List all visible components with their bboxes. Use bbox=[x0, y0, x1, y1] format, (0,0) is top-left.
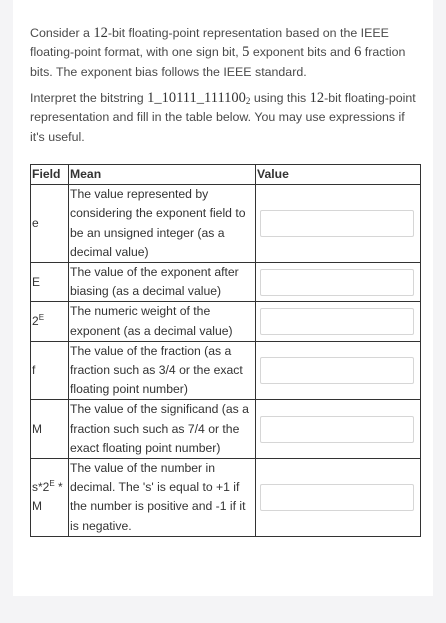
field-prefix: s*2 bbox=[32, 480, 50, 495]
mean-cell: The value of the exponent after biasing (as a decimal value) bbox=[69, 263, 256, 302]
field-cell: f bbox=[31, 341, 69, 400]
header-field: Field bbox=[31, 165, 69, 185]
table-row-E bbox=[31, 263, 421, 302]
field-cell: e bbox=[31, 185, 69, 263]
answer-table bbox=[30, 164, 421, 537]
value-cell bbox=[256, 302, 421, 341]
field-superscript: E bbox=[38, 313, 45, 323]
table-row-M bbox=[31, 400, 421, 459]
value-input-M[interactable] bbox=[260, 416, 414, 443]
fraction-bit-count: 6 bbox=[354, 44, 362, 61]
table-row-number bbox=[31, 459, 421, 537]
value-input-e[interactable] bbox=[260, 210, 414, 237]
exponent-bit-count: 5 bbox=[242, 44, 250, 61]
question-card bbox=[13, 0, 433, 596]
task-text-1: Interpret the bitstring bbox=[30, 91, 148, 105]
mean-cell: The value represented by considering the exponent field to be an unsigned integer (as a decimal value) bbox=[69, 185, 256, 263]
field-cell bbox=[31, 302, 69, 341]
mean-cell: The value of the fraction (as a fraction such as 3/4 or the exact floating point number) bbox=[69, 341, 256, 400]
task-text-3: -bit floating-point representation and fill in the table below. You may use expressions if it's useful. bbox=[30, 91, 416, 144]
intro-text-2: -bit floating-point representation based on the IEEE floating-point format, with one sign bit, bbox=[30, 26, 389, 60]
value-input-number[interactable] bbox=[260, 484, 414, 511]
intro-text-1: Consider a bbox=[30, 26, 94, 40]
value-cell bbox=[256, 185, 421, 263]
bit-count: 12 bbox=[93, 25, 108, 41]
field-cell: M bbox=[31, 400, 69, 459]
mean-cell: The value of the number in decimal. The 's' is equal to +1 if the number is positive and -1 if it is negative. bbox=[69, 459, 256, 537]
header-value: Value bbox=[256, 165, 421, 185]
value-input-E[interactable] bbox=[260, 269, 414, 296]
table-row-f bbox=[31, 341, 421, 400]
task-text-2: using this bbox=[250, 91, 310, 105]
field-cell: E bbox=[31, 263, 69, 302]
value-cell bbox=[256, 341, 421, 400]
task-paragraph bbox=[30, 89, 422, 147]
table-row-e bbox=[31, 185, 421, 263]
intro-text-3: exponent bits and bbox=[249, 45, 355, 60]
bit-count-2: 12 bbox=[309, 90, 325, 106]
value-input-2E[interactable] bbox=[260, 308, 414, 335]
table-header-row bbox=[31, 165, 421, 185]
intro-paragraph bbox=[30, 24, 422, 82]
bitstring-digits: 1_10111_111100 bbox=[147, 90, 246, 106]
intro-text-4: fraction bits. The exponent bias follows the IEEE standard. bbox=[30, 45, 406, 79]
value-cell bbox=[256, 459, 421, 537]
value-input-f[interactable] bbox=[260, 357, 414, 384]
field-superscript: E bbox=[49, 479, 55, 489]
field-suffix: * M bbox=[32, 480, 63, 514]
mean-cell: The numeric weight of the exponent (as a decimal value) bbox=[69, 302, 256, 341]
value-cell bbox=[256, 400, 421, 459]
table-row-2E bbox=[31, 302, 421, 341]
field-cell bbox=[31, 459, 69, 537]
value-cell bbox=[256, 263, 421, 302]
bitstring bbox=[147, 90, 250, 106]
header-mean: Mean bbox=[69, 165, 256, 185]
bitstring-base: 2 bbox=[245, 96, 251, 106]
field-base: 2 bbox=[32, 314, 39, 329]
mean-cell: The value of the significand (as a fraction such such as 7/4 or the exact floating point number) bbox=[69, 400, 256, 459]
